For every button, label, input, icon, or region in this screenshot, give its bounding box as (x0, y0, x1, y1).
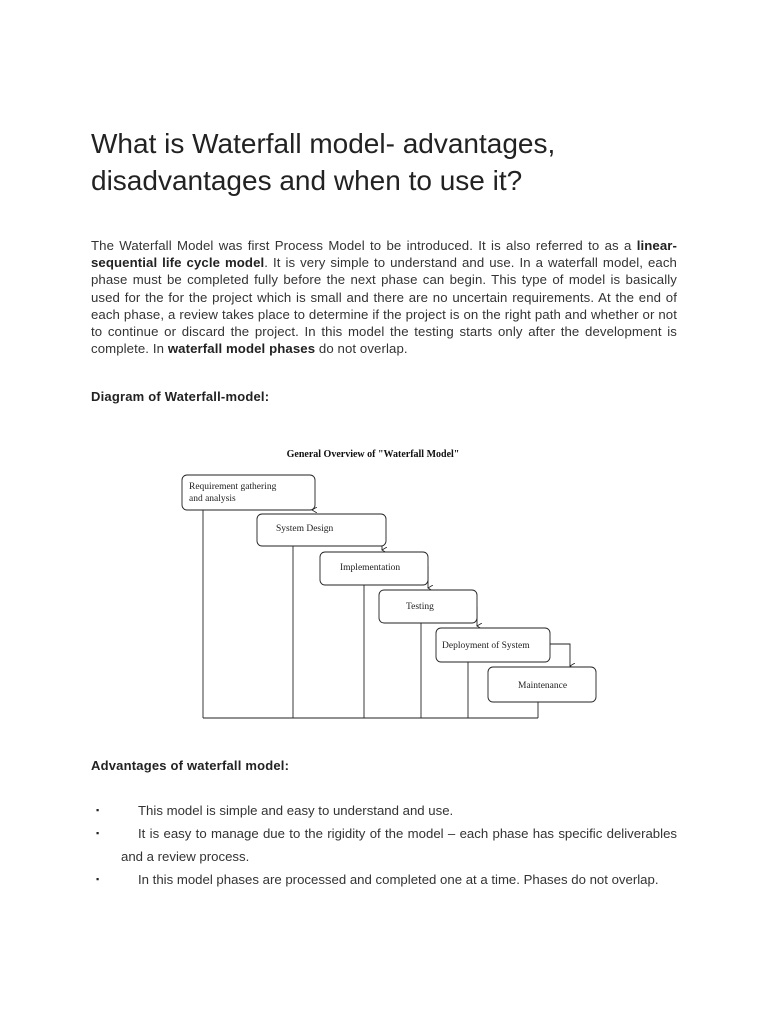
bullet-icon: ▪ (96, 805, 100, 815)
advantages-heading: Advantages of waterfall model: (91, 758, 290, 773)
intro-bold-1: linear-sequential life cycle model (91, 238, 677, 271)
phase-label-1a: Requirement gathering (189, 482, 277, 492)
phase-label-6: Maintenance (518, 681, 568, 691)
list-item (91, 868, 677, 891)
bullet-icon: ▪ (96, 874, 100, 884)
phase-label-4: Testing (406, 602, 434, 612)
list-item (91, 822, 677, 868)
bullet-icon: ▪ (96, 828, 100, 838)
intro-text-2: . It is very simple to understand and use. In a waterfall model, each phase must be completed fully before the next phase can begin. This type of model is basically used for the for the project which is small and there are no uncertain requirements. At the end of each phase, a review takes place to determine if the project is on the right path and whether or not to continue or discard the project. In this model the testing starts only after the development is complete. In (91, 255, 677, 357)
phase-box-1 (182, 475, 315, 510)
advantage-text: In this model phases are processed and completed one at a time. Phases do not overlap. (138, 872, 659, 887)
intro-bold-2: waterfall model phases (167, 341, 316, 357)
phase-label-5: Deployment of System (442, 641, 530, 651)
diagram-title: General Overview of "Waterfall Model" (286, 449, 460, 460)
diagram-heading: Diagram of Waterfall-model: (91, 389, 270, 404)
intro-text-3: do not overlap. (315, 341, 408, 357)
phase-label-1b: and analysis (189, 494, 236, 504)
advantages-list (91, 799, 677, 891)
intro-text-1: The Waterfall Model was first Process Model to be introduced. It is also referred to as a (91, 238, 637, 253)
waterfall-diagram (170, 440, 610, 730)
list-item (91, 799, 677, 822)
advantage-text: It is easy to manage due to the rigidity of the model – each phase has specific deliverables and a review process. (121, 826, 677, 864)
connector-5 (550, 644, 570, 666)
advantage-text: This model is simple and easy to understand and use. (138, 803, 454, 818)
phase-label-3: Implementation (340, 563, 401, 573)
phase-label-2: System Design (276, 524, 334, 534)
page-title: What is Waterfall model- advantages, disadvantages and when to use it? (91, 128, 556, 196)
intro-paragraph (91, 237, 677, 357)
